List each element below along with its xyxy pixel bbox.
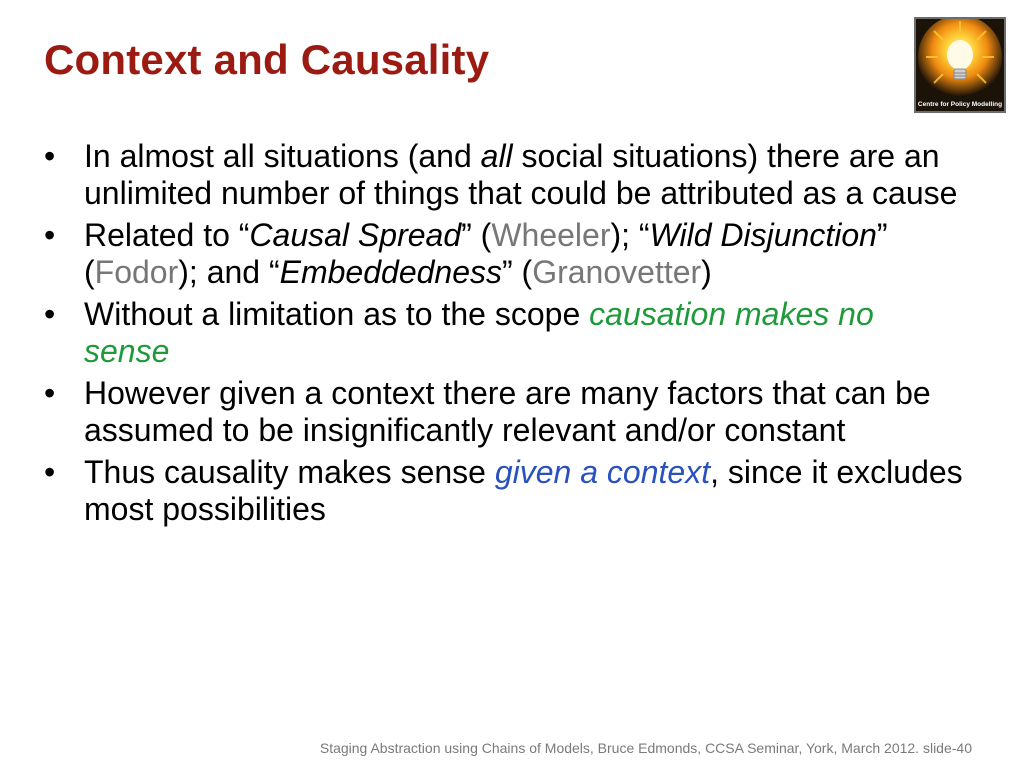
bullet-item (44, 454, 964, 528)
bullet-marker: • (44, 454, 56, 490)
text: ) (701, 254, 712, 290)
term-embeddedness: Embeddedness (279, 254, 502, 290)
text: ” ( (84, 217, 888, 290)
reference-wheeler: Wheeler (491, 217, 611, 253)
text: Without a limitation as to the scope (84, 296, 590, 332)
text: , since it excludes most possibilities (84, 454, 963, 527)
bullet-item (44, 217, 964, 291)
slide-footer: Staging Abstraction using Chains of Models, Bruce Edmonds, CCSA Seminar, York, March 2012. slide-40 (319, 740, 972, 756)
emphasis-all: all (480, 138, 513, 174)
reference-fodor: Fodor (94, 254, 179, 290)
bullet-marker: • (44, 217, 56, 253)
bullet-item (44, 138, 964, 212)
text: ” ( (502, 254, 533, 290)
text: Related to “ (84, 217, 250, 253)
text: ); “ (610, 217, 650, 253)
lightbulb-icon (916, 19, 1004, 111)
text: ” ( (461, 217, 492, 253)
text: social situations) there are an unlimited number of things that could be attributed as a cause (84, 138, 958, 211)
text: Thus causality makes sense (84, 454, 495, 490)
reference-granovetter: Granovetter (532, 254, 702, 290)
emphasis-given-a-context: given a context (494, 454, 711, 490)
bullet-marker: • (44, 138, 56, 174)
centre-for-policy-modelling-logo (914, 17, 1006, 113)
bullet-item (44, 375, 964, 449)
text: However given a context there are many factors that can be assumed to be insignificantly relevant and/or constant (84, 375, 931, 448)
text: In almost all situations (and (84, 138, 481, 174)
logo-caption: Centre for Policy Modelling (917, 101, 1003, 108)
bullet-marker: • (44, 375, 56, 411)
slide-title: Context and Causality (44, 36, 490, 83)
term-wild-disjunction: Wild Disjunction (649, 217, 877, 253)
bullet-marker: • (44, 296, 56, 332)
term-causal-spread: Causal Spread (249, 217, 462, 253)
text: ); and “ (178, 254, 280, 290)
bullet-list (44, 138, 964, 533)
bullet-item (44, 296, 964, 370)
emphasis-causation-makes-no-sense: causation makes no sense (84, 296, 874, 369)
